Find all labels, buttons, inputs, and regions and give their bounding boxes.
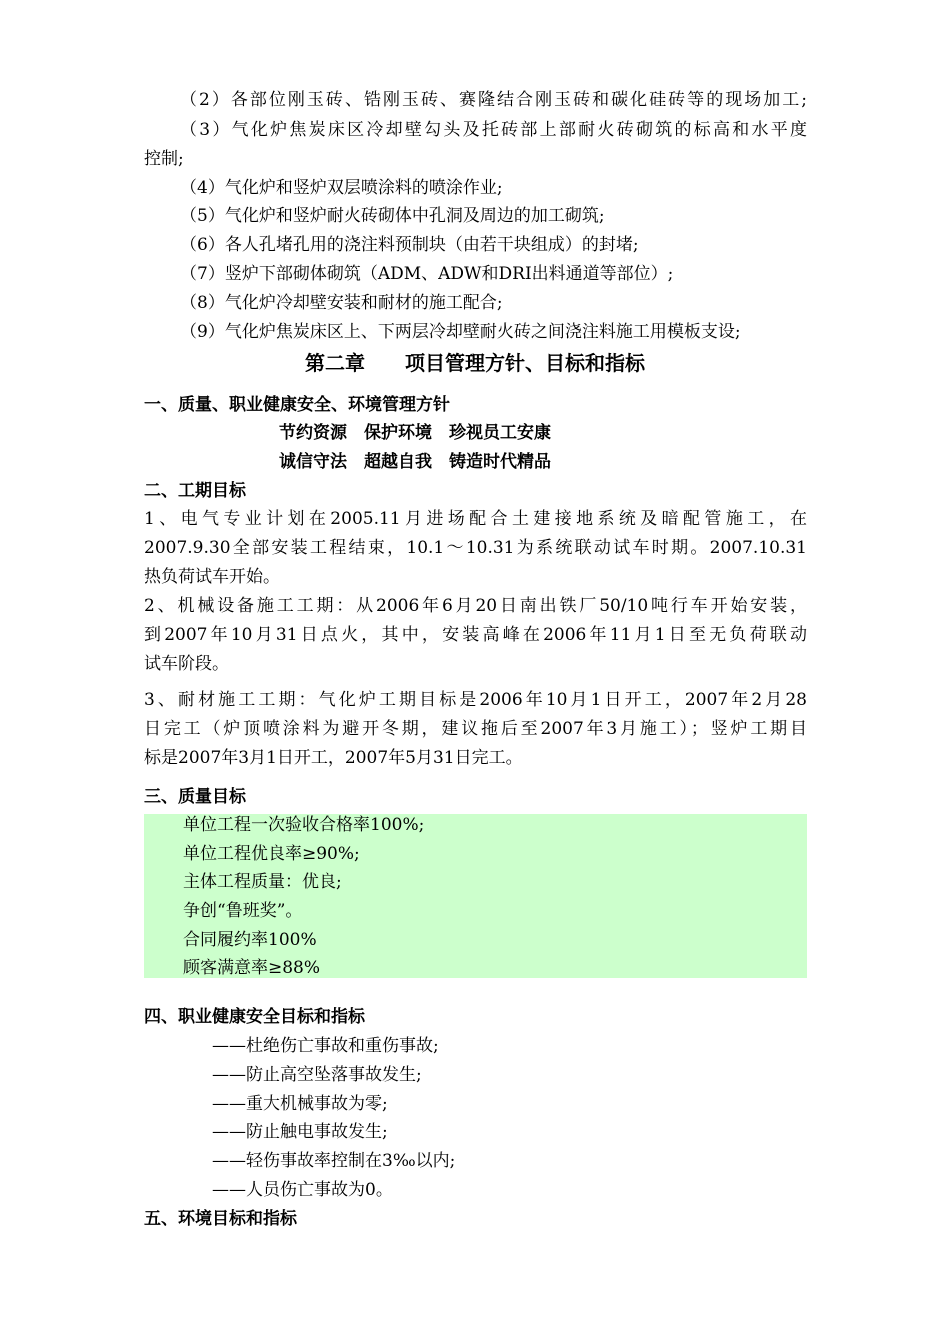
policy-slogan: 诚信守法 超越自我 铸造时代精品 (279, 452, 551, 472)
work-item: （9）气化炉焦炭床区上、下两层冷却壁耐火砖之间浇注料施工用模板支设; (180, 322, 741, 342)
schedule-paragraph-line: 热负荷试车开始。 (144, 567, 280, 587)
schedule-paragraph-line: 2、机械设备施工工期：从2006年6月20日南出铁厂50/10吨行车开始安装， (144, 596, 807, 616)
ohs-item: ——防止高空坠落事故发生; (212, 1065, 422, 1085)
ohs-item: ——杜绝伤亡事故和重伤事故; (212, 1036, 439, 1056)
chapter-title: 第二章 项目管理方针、目标和指标 (305, 351, 645, 375)
section-heading-policy: 一、质量、职业健康安全、环境管理方针 (144, 395, 450, 415)
schedule-paragraph-line: 日完工（炉顶喷涂料为避开冬期，建议拖后至2007年3月施工）；竖炉工期目 (144, 719, 807, 739)
work-item: （8）气化炉冷却壁安装和耐材的施工配合; (180, 293, 503, 313)
section-heading-quality: 三、质量目标 (144, 787, 246, 807)
schedule-paragraph-line: 1、电气专业计划在2005.11月进场配合土建接地系统及暗配管施工，在 (144, 509, 807, 529)
ohs-item: ——轻伤事故率控制在3‰以内; (212, 1151, 456, 1171)
work-item: （6）各人孔堵孔用的浇注料预制块（由若干块组成）的封堵; (180, 235, 639, 255)
quality-item: 单位工程优良率≥90%; (183, 844, 360, 864)
schedule-paragraph-line: 3、耐材施工工期：气化炉工期目标是2006年10月1日开工，2007年2月28 (144, 690, 807, 710)
work-item: （2）各部位刚玉砖、锆刚玉砖、赛隆结合刚玉砖和碳化硅砖等的现场加工; (180, 90, 807, 110)
work-item: （7）竖炉下部砌体砌筑（ADM、ADW和DRI出料通道等部位）; (180, 264, 674, 284)
work-item: （4）气化炉和竖炉双层喷涂料的喷涂作业; (180, 178, 503, 198)
work-item: （3）气化炉焦炭床区冷却壁勾头及托砖部上部耐火砖砌筑的标高和水平度 (180, 120, 807, 140)
policy-slogan: 节约资源 保护环境 珍视员工安康 (279, 423, 551, 443)
quality-item: 合同履约率100% (183, 930, 317, 950)
schedule-paragraph-line: 试车阶段。 (144, 654, 229, 674)
quality-item: 单位工程一次验收合格率100%; (183, 815, 425, 835)
schedule-paragraph-line: 标是2007年3月1日开工，2007年5月31日完工。 (144, 748, 523, 768)
work-item: （5）气化炉和竖炉耐火砖砌体中孔洞及周边的加工砌筑; (180, 206, 605, 226)
quality-item: 争创“鲁班奖”。 (183, 901, 303, 921)
ohs-item: ——人员伤亡事故为0。 (212, 1180, 393, 1200)
schedule-paragraph-line: 到2007年10月31日点火，其中，安装高峰在2006年11月1日至无负荷联动 (144, 625, 807, 645)
section-heading-environment: 五、环境目标和指标 (144, 1209, 297, 1229)
quality-item: 顾客满意率≥88% (183, 958, 321, 978)
section-heading-ohs: 四、职业健康安全目标和指标 (144, 1007, 365, 1027)
work-item-continuation: 控制; (144, 149, 184, 169)
schedule-paragraph-line: 2007.9.30全部安装工程结束，10.1～10.31为系统联动试车时期。2007.10.31 (144, 538, 807, 558)
ohs-item: ——防止触电事故发生; (212, 1122, 388, 1142)
section-heading-schedule: 二、工期目标 (144, 481, 246, 501)
quality-item: 主体工程质量：优良; (183, 872, 342, 892)
quality-highlight-box (144, 814, 807, 978)
ohs-item: ——重大机械事故为零; (212, 1094, 388, 1114)
